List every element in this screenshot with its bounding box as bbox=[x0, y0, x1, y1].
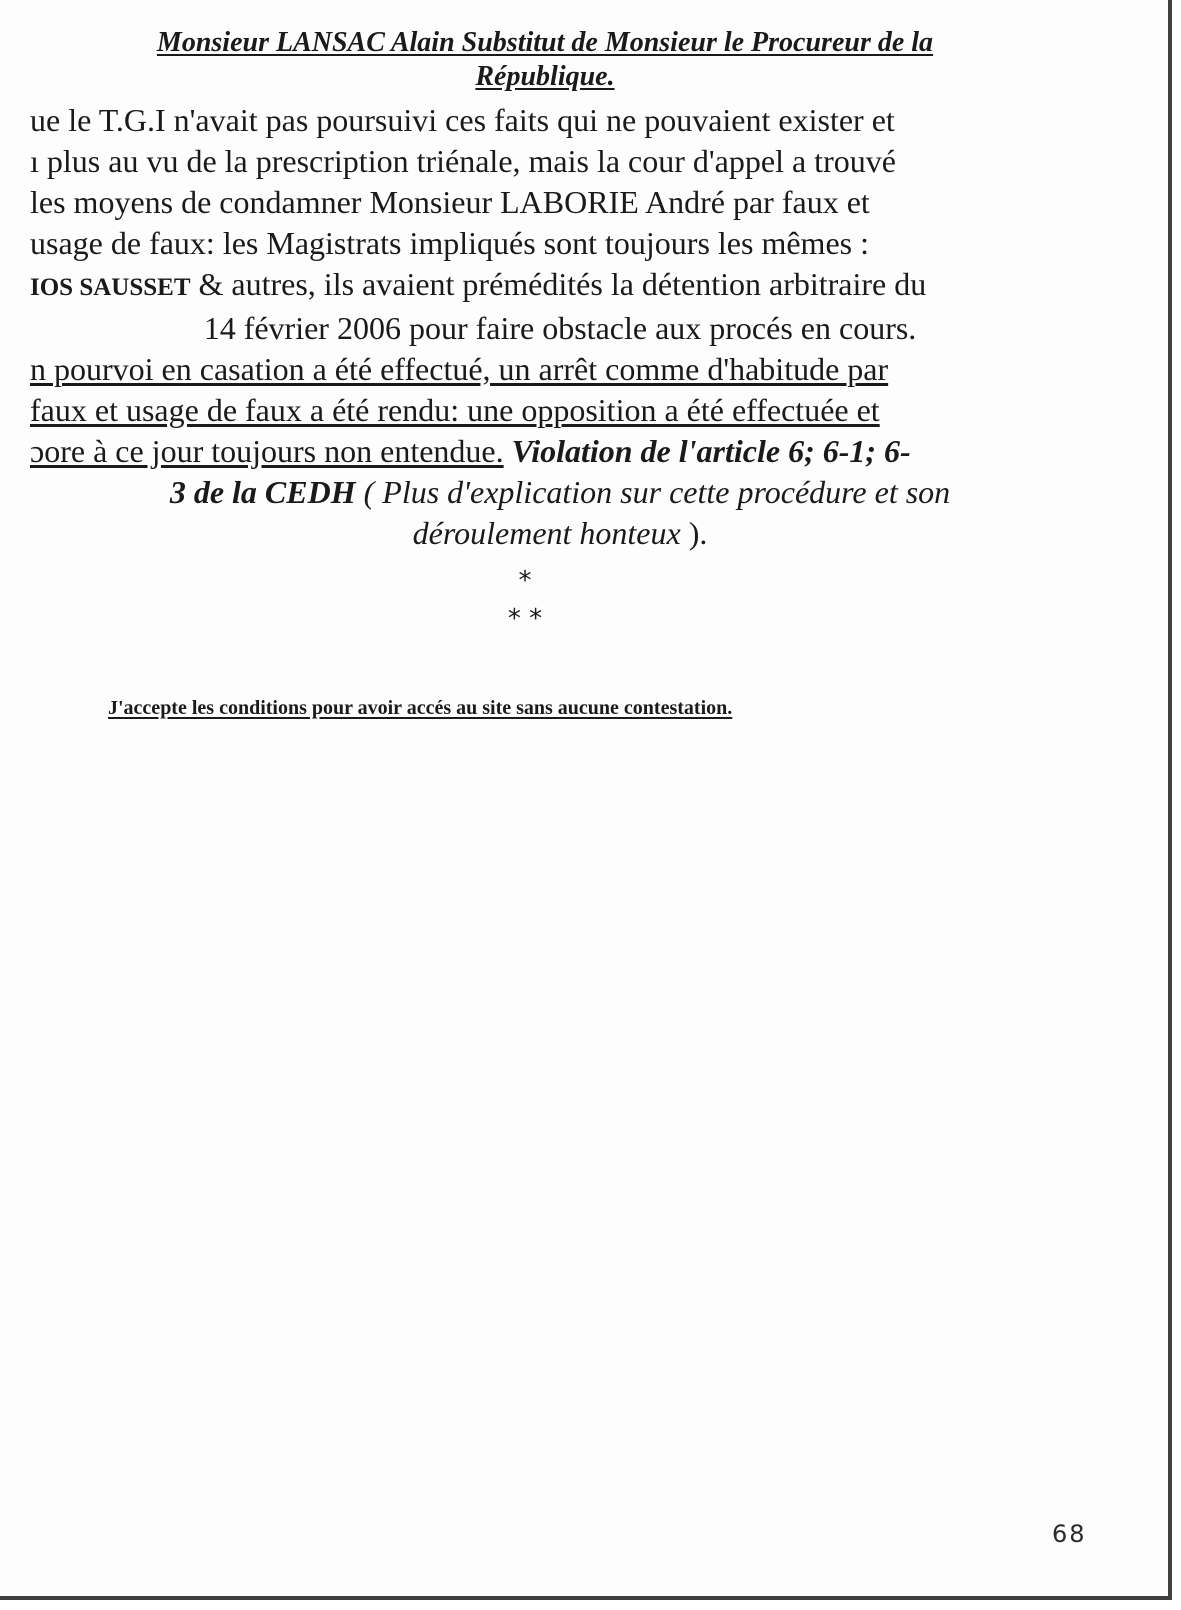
body-line-3: les moyens de condamner Monsieur LABORIE André par faux et bbox=[30, 184, 870, 220]
body-line-11 bbox=[30, 513, 1090, 554]
body-line-6: 14 février 2006 pour faire obstacle aux procés en cours. bbox=[203, 310, 917, 346]
body-line-5-rest: & autres, ils avaient prémédités la détention arbitraire du bbox=[190, 266, 927, 302]
asterism-top: * bbox=[518, 566, 532, 596]
explanation-note-end: déroulement honteux bbox=[412, 515, 681, 551]
cedh-violation-text: Violation de l'article 6; 6-1; 6- bbox=[503, 433, 911, 469]
explanation-note: ( Plus d'explication sur cette procédure et son bbox=[355, 474, 951, 510]
explanation-note-close: ). bbox=[680, 515, 708, 551]
body-line-4: usage de faux: les Magistrats impliqués sont toujours les mêmes : bbox=[30, 225, 869, 261]
page-number: 68 bbox=[1052, 1520, 1087, 1548]
body-line-8: faux et usage de faux a été rendu: une opposition a été effectuée et bbox=[30, 392, 880, 428]
body-paragraph bbox=[30, 100, 1090, 554]
body-line-9 bbox=[30, 431, 1090, 472]
body-line-1: ue le T.G.I n'avait pas poursuivi ces faits qui ne pouvaient exister et bbox=[30, 102, 895, 138]
heading-line-2: République. bbox=[475, 61, 615, 92]
body-line-10 bbox=[30, 472, 1090, 513]
asterism-bottom: * * bbox=[507, 604, 543, 634]
body-line-5 bbox=[30, 264, 1090, 308]
terms-acceptance-note: J'accepte les conditions pour avoir accés au site sans aucune contestation. bbox=[108, 697, 733, 719]
magistrate-name: IOS SAUSSET bbox=[30, 274, 191, 301]
document-heading bbox=[30, 26, 1060, 94]
heading-line-1: Monsieur LANSAC Alain Substitut de Monsieur le Procureur de la bbox=[156, 27, 934, 58]
body-line-2: ı plus au vu de la prescription triénale, mais la cour d'appel a trouvé bbox=[30, 143, 896, 179]
body-line-7: n pourvoi en casation a été effectué, un arrêt comme d'habitude par bbox=[30, 351, 889, 387]
cedh-reference: 3 de la CEDH bbox=[169, 474, 356, 510]
body-line-9-underlined: ɔore à ce jour toujours non entendue. bbox=[30, 433, 504, 469]
